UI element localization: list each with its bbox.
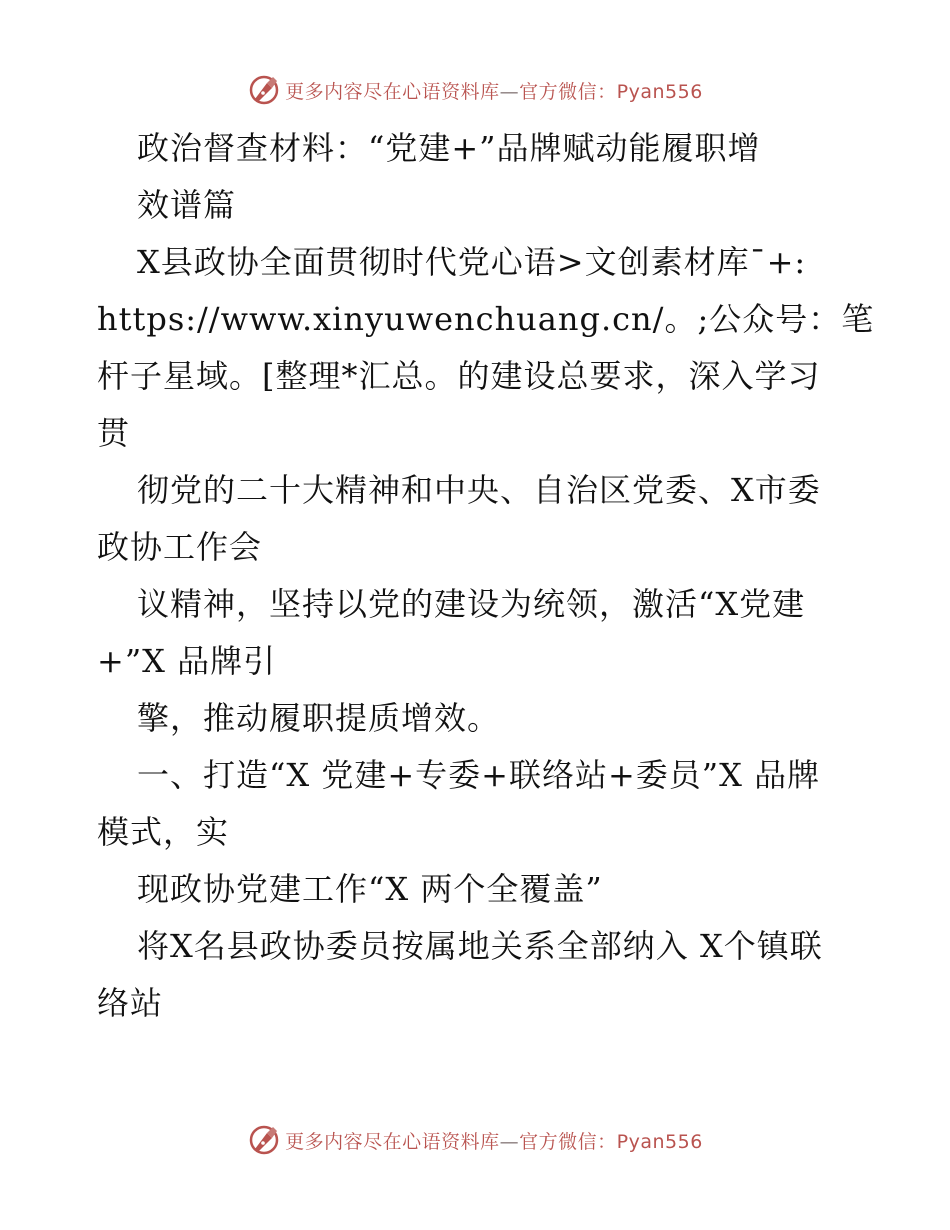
document-line: +”X 品牌引 [97,642,277,680]
document-line: 贯 [97,414,131,452]
document-line: 现政协党建工作“X 两个全覆盖” [137,870,603,908]
document-line: https://www.xinyuwenchuang.cn/。;公众号：笔 [97,300,875,338]
banner-brand-text: 更多内容尽在心语资料库 [285,80,500,103]
document-body [97,120,875,1032]
document-line: 彻党的二十大精神和中央、自治区党委、X市委 [137,471,821,509]
document-line: 效谱篇 [137,186,237,224]
banner-text [285,1127,703,1154]
document-line: 模式，实 [97,813,230,851]
document-line: 政协工作会 [97,528,263,566]
banner-text [285,77,703,104]
document-line: X县政协全面贯彻时代党心语>文创素材库¯+: [137,243,807,281]
document-line: 一、打造“X 党建+专委+联络站+委员”X 品牌 [137,756,821,794]
pen-nib-logo-icon [247,73,281,107]
pen-nib-logo-icon [247,1123,281,1157]
document-line: 杆子星域。[整理*汇总。的建设总要求，深入学习 [97,357,821,395]
banner-contact-text: 官方微信：Pyan556 [519,80,703,103]
header-banner [0,70,950,110]
document-line: 络站 [97,984,164,1022]
banner-separator: — [499,1130,520,1153]
document-line: 擎，推动履职提质增效。 [137,699,501,737]
banner-contact-text: 官方微信：Pyan556 [519,1130,703,1153]
document-line: 政治督查材料：“党建+”品牌赋动能履职增 [137,129,761,167]
document-line: 将X名县政协委员按属地关系全部纳入 X个镇联 [137,927,823,965]
banner-brand-text: 更多内容尽在心语资料库 [285,1130,500,1153]
document-line: 议精神，坚持以党的建设为统领，激活“X党建 [137,585,806,623]
banner-separator: — [499,80,520,103]
footer-banner [0,1120,950,1160]
